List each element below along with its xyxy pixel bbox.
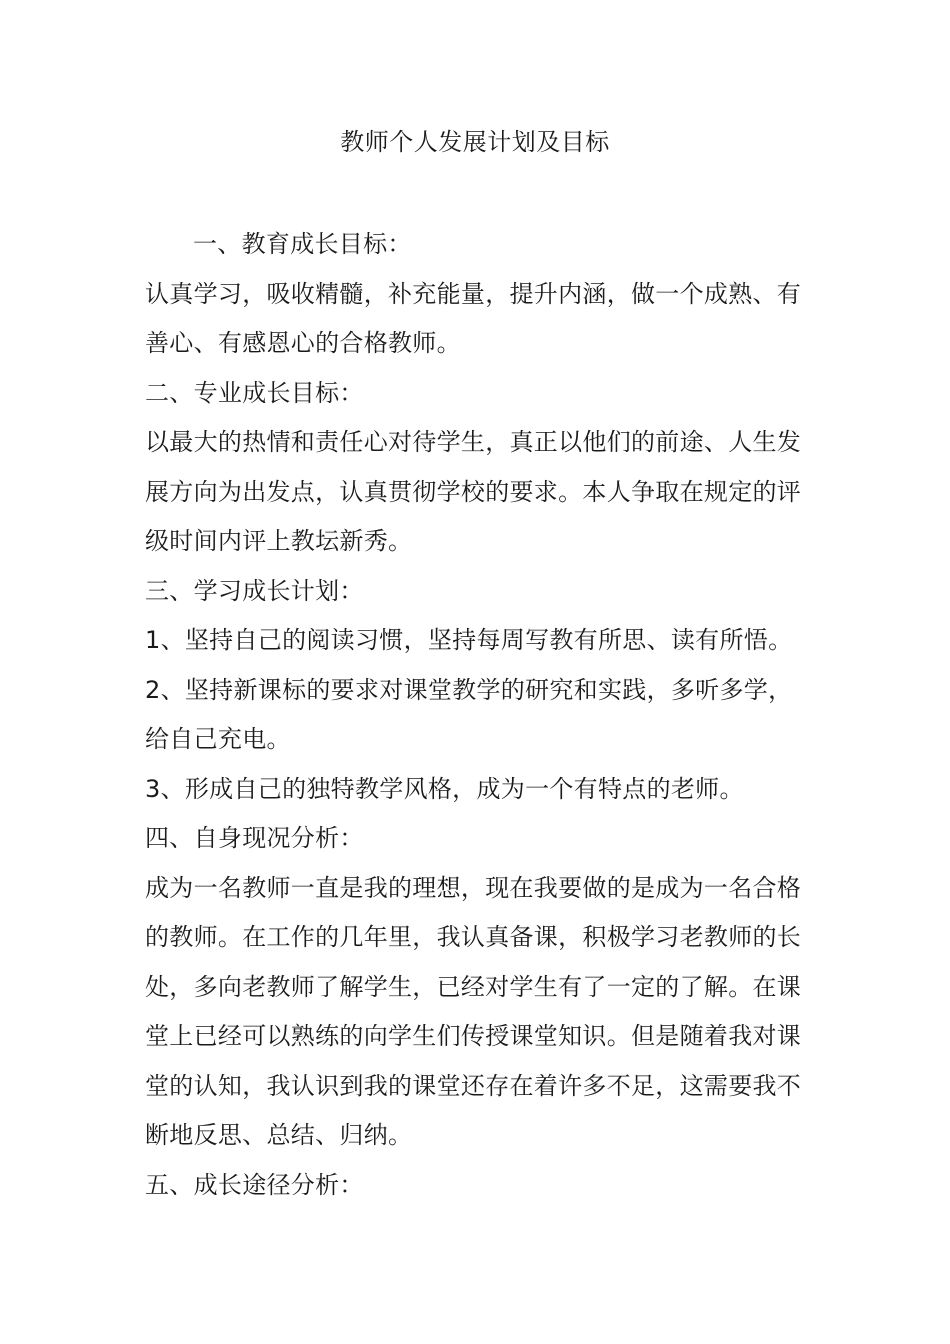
section-heading-learning-plan: 三、学习成长计划：	[145, 576, 364, 605]
list-item-learning-plan-1: 1、坚持自己的阅读习惯，坚持每周写教有所思、读有所悟。	[145, 626, 793, 654]
section-heading-growth-path: 五、成长途径分析：	[145, 1170, 364, 1199]
list-item-learning-plan-3: 3、形成自己的独特教学风格，成为一个有特点的老师。	[145, 774, 744, 803]
paragraph-education-goal: 认真学习，吸收精髓，补充能量，提升内涵，做一个成熟、有善心、有感恩心的合格教师。	[145, 279, 802, 357]
section-heading-professional-goal: 二、专业成长目标：	[145, 378, 364, 407]
paragraph-professional-goal: 以最大的热情和责任心对待学生，真正以他们的前途、人生发展方向为出发点，认真贯彻学校的要求。本人争取在规定的评级时间内评上教坛新秀。	[145, 428, 802, 555]
list-item-learning-plan-2: 2、坚持新课标的要求对课堂教学的研究和实践，多听多学，给自己充电。	[145, 675, 793, 753]
document-title: 教师个人发展计划及目标	[340, 128, 610, 156]
section-heading-self-analysis: 四、自身现况分析：	[145, 824, 364, 852]
section-heading-education-goal: 一、教育成长目标：	[193, 230, 412, 258]
paragraph-self-analysis: 成为一名教师一直是我的理想，现在我要做的是成为一名合格的教师。在工作的几年里，我认真备课，积极学习老教师的长处，多向老教师了解学生，已经对学生有了一定的了解。在课堂上已经可以熟练的向学生们传授课堂知识。但是随着我对课堂的认知，我认识到我的课堂还存在着许多不足，这需要我不断地反思、总结、归纳。	[145, 873, 802, 1149]
document-body	[145, 220, 815, 1210]
